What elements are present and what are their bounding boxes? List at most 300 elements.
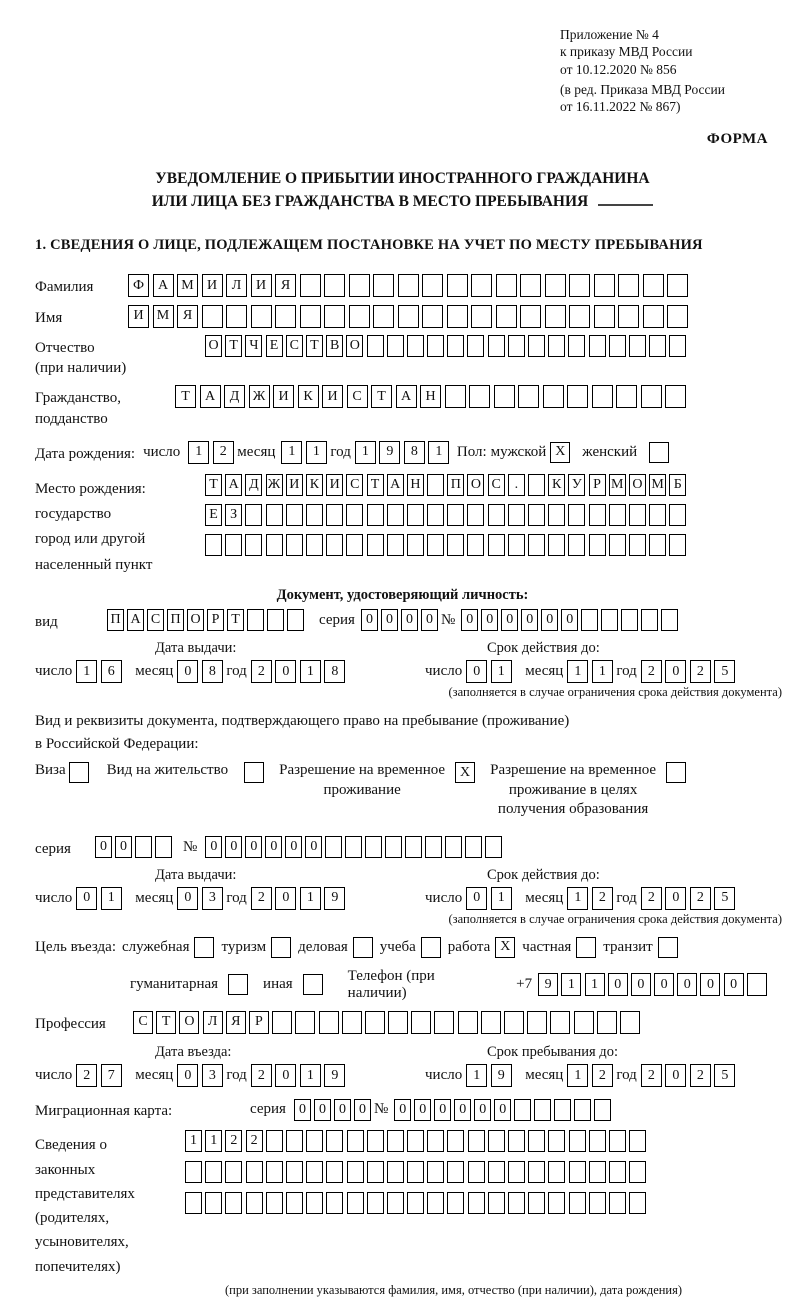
temp-residence-checkbox[interactable]: X [455, 762, 475, 783]
char-cell[interactable]: И [326, 474, 343, 496]
char-cell[interactable] [528, 335, 545, 357]
char-cell[interactable]: У [568, 474, 585, 496]
char-cell[interactable] [266, 1130, 283, 1152]
char-cell[interactable] [373, 274, 394, 297]
char-cell[interactable] [548, 504, 565, 526]
char-cell[interactable]: 0 [700, 973, 720, 996]
char-cell[interactable]: Н [407, 474, 424, 496]
char-cell[interactable]: Б [669, 474, 686, 496]
char-cell[interactable]: М [609, 474, 626, 496]
char-cell[interactable] [326, 504, 343, 526]
char-cell[interactable]: П [107, 609, 124, 631]
char-cell[interactable] [618, 274, 639, 297]
char-cell[interactable] [387, 1192, 404, 1214]
char-cell[interactable] [520, 274, 541, 297]
char-cell[interactable]: 8 [404, 441, 425, 464]
char-cell[interactable]: 9 [324, 887, 345, 910]
char-cell[interactable] [514, 1099, 531, 1121]
char-cell[interactable] [447, 504, 464, 526]
char-cell[interactable]: 1 [355, 441, 376, 464]
purpose-transit-checkbox[interactable] [658, 937, 678, 958]
temp-residence-edu-checkbox[interactable] [666, 762, 686, 783]
char-cell[interactable] [398, 305, 419, 328]
char-cell[interactable]: 2 [225, 1130, 242, 1152]
char-cell[interactable]: 0 [177, 887, 198, 910]
char-cell[interactable]: С [488, 474, 505, 496]
char-cell[interactable]: 1 [567, 1064, 588, 1087]
char-cell[interactable] [609, 1161, 626, 1183]
char-cell[interactable] [609, 534, 626, 556]
char-cell[interactable]: К [548, 474, 565, 496]
char-cell[interactable] [246, 1192, 263, 1214]
char-cell[interactable]: И [322, 385, 343, 408]
char-cell[interactable]: Ж [266, 474, 283, 496]
char-cell[interactable] [468, 1161, 485, 1183]
char-cell[interactable]: О [629, 474, 646, 496]
char-cell[interactable] [589, 1130, 606, 1152]
char-cell[interactable]: Д [224, 385, 245, 408]
char-cell[interactable] [488, 1192, 505, 1214]
char-cell[interactable] [427, 504, 444, 526]
char-cell[interactable] [508, 335, 525, 357]
char-cell[interactable] [629, 1130, 646, 1152]
char-cell[interactable]: К [306, 474, 323, 496]
char-cell[interactable]: 0 [177, 660, 198, 683]
char-cell[interactable]: 2 [690, 660, 711, 683]
char-cell[interactable] [306, 1192, 323, 1214]
char-cell[interactable]: 0 [481, 609, 498, 631]
char-cell[interactable] [398, 274, 419, 297]
char-cell[interactable] [488, 1130, 505, 1152]
char-cell[interactable]: Т [225, 335, 242, 357]
char-cell[interactable] [592, 385, 613, 408]
char-cell[interactable] [367, 335, 384, 357]
char-cell[interactable]: Ж [249, 385, 270, 408]
char-cell[interactable] [669, 504, 686, 526]
char-cell[interactable] [528, 1130, 545, 1152]
char-cell[interactable]: 0 [205, 836, 222, 858]
char-cell[interactable]: И [286, 474, 303, 496]
char-cell[interactable] [326, 534, 343, 556]
char-cell[interactable] [548, 1161, 565, 1183]
char-cell[interactable] [185, 1161, 202, 1183]
char-cell[interactable] [425, 836, 442, 858]
char-cell[interactable] [667, 305, 688, 328]
char-cell[interactable]: 2 [246, 1130, 263, 1152]
char-cell[interactable]: 2 [641, 1064, 662, 1087]
char-cell[interactable]: Т [175, 385, 196, 408]
char-cell[interactable] [481, 1011, 501, 1034]
char-cell[interactable] [225, 534, 242, 556]
char-cell[interactable] [747, 973, 767, 996]
char-cell[interactable] [543, 385, 564, 408]
char-cell[interactable] [275, 305, 296, 328]
char-cell[interactable]: 1 [567, 887, 588, 910]
char-cell[interactable]: 1 [592, 660, 613, 683]
char-cell[interactable]: 9 [324, 1064, 345, 1087]
char-cell[interactable]: И [128, 305, 149, 328]
char-cell[interactable] [266, 1192, 283, 1214]
char-cell[interactable] [447, 1130, 464, 1152]
char-cell[interactable] [567, 385, 588, 408]
char-cell[interactable] [488, 504, 505, 526]
char-cell[interactable]: Д [245, 474, 262, 496]
char-cell[interactable]: С [286, 335, 303, 357]
char-cell[interactable] [266, 534, 283, 556]
char-cell[interactable] [574, 1011, 594, 1034]
char-cell[interactable]: П [447, 474, 464, 496]
char-cell[interactable]: 0 [665, 1064, 686, 1087]
char-cell[interactable] [467, 534, 484, 556]
char-cell[interactable]: 3 [202, 1064, 223, 1087]
char-cell[interactable] [534, 1099, 551, 1121]
char-cell[interactable]: 2 [76, 1064, 97, 1087]
char-cell[interactable] [272, 1011, 292, 1034]
char-cell[interactable] [266, 504, 283, 526]
char-cell[interactable] [569, 1161, 586, 1183]
char-cell[interactable] [569, 274, 590, 297]
char-cell[interactable] [554, 1099, 571, 1121]
char-cell[interactable] [504, 1011, 524, 1034]
char-cell[interactable]: 6 [101, 660, 122, 683]
char-cell[interactable]: 0 [654, 973, 674, 996]
char-cell[interactable]: 1 [585, 973, 605, 996]
char-cell[interactable]: 0 [414, 1099, 431, 1121]
char-cell[interactable] [468, 1192, 485, 1214]
char-cell[interactable]: 0 [361, 609, 378, 631]
char-cell[interactable] [589, 1161, 606, 1183]
char-cell[interactable] [427, 534, 444, 556]
char-cell[interactable] [574, 1099, 591, 1121]
char-cell[interactable] [527, 1011, 547, 1034]
char-cell[interactable] [135, 836, 152, 858]
char-cell[interactable] [286, 504, 303, 526]
char-cell[interactable]: 0 [631, 973, 651, 996]
char-cell[interactable] [267, 609, 284, 631]
char-cell[interactable] [286, 1161, 303, 1183]
char-cell[interactable] [251, 305, 272, 328]
char-cell[interactable]: 1 [491, 887, 512, 910]
char-cell[interactable] [618, 305, 639, 328]
char-cell[interactable]: И [251, 274, 272, 297]
char-cell[interactable]: 2 [251, 887, 272, 910]
char-cell[interactable] [589, 335, 606, 357]
char-cell[interactable]: Я [275, 274, 296, 297]
char-cell[interactable] [465, 836, 482, 858]
char-cell[interactable]: 1 [76, 660, 97, 683]
char-cell[interactable]: 0 [665, 887, 686, 910]
char-cell[interactable]: 7 [101, 1064, 122, 1087]
char-cell[interactable]: 0 [665, 660, 686, 683]
char-cell[interactable]: Т [367, 474, 384, 496]
char-cell[interactable] [367, 1161, 384, 1183]
char-cell[interactable] [471, 305, 492, 328]
char-cell[interactable]: 0 [275, 1064, 296, 1087]
char-cell[interactable] [621, 609, 638, 631]
char-cell[interactable]: Р [249, 1011, 269, 1034]
char-cell[interactable] [387, 1130, 404, 1152]
char-cell[interactable] [306, 534, 323, 556]
char-cell[interactable] [467, 335, 484, 357]
char-cell[interactable] [407, 1130, 424, 1152]
purpose-study-checkbox[interactable] [421, 937, 441, 958]
char-cell[interactable] [385, 836, 402, 858]
char-cell[interactable]: А [200, 385, 221, 408]
char-cell[interactable]: Т [205, 474, 222, 496]
char-cell[interactable]: 0 [494, 1099, 511, 1121]
char-cell[interactable] [427, 1192, 444, 1214]
char-cell[interactable] [528, 474, 545, 496]
char-cell[interactable] [407, 335, 424, 357]
char-cell[interactable] [367, 1130, 384, 1152]
char-cell[interactable]: И [202, 274, 223, 297]
char-cell[interactable] [326, 1192, 343, 1214]
char-cell[interactable] [225, 1192, 242, 1214]
char-cell[interactable] [467, 504, 484, 526]
char-cell[interactable]: 0 [541, 609, 558, 631]
char-cell[interactable]: 0 [466, 887, 487, 910]
char-cell[interactable]: 0 [466, 660, 487, 683]
char-cell[interactable] [508, 504, 525, 526]
char-cell[interactable]: Я [226, 1011, 246, 1034]
char-cell[interactable] [649, 504, 666, 526]
char-cell[interactable] [155, 836, 172, 858]
char-cell[interactable] [669, 534, 686, 556]
char-cell[interactable]: Е [266, 335, 283, 357]
char-cell[interactable] [568, 504, 585, 526]
char-cell[interactable]: 1 [567, 660, 588, 683]
char-cell[interactable] [528, 1192, 545, 1214]
char-cell[interactable] [387, 1161, 404, 1183]
char-cell[interactable]: 2 [592, 1064, 613, 1087]
char-cell[interactable] [458, 1011, 478, 1034]
char-cell[interactable] [609, 1192, 626, 1214]
char-cell[interactable]: 0 [275, 660, 296, 683]
char-cell[interactable]: 0 [394, 1099, 411, 1121]
char-cell[interactable] [629, 1192, 646, 1214]
char-cell[interactable] [597, 1011, 617, 1034]
char-cell[interactable]: 2 [641, 887, 662, 910]
char-cell[interactable]: 1 [101, 887, 122, 910]
char-cell[interactable]: 1 [300, 660, 321, 683]
char-cell[interactable] [367, 1192, 384, 1214]
char-cell[interactable] [528, 534, 545, 556]
char-cell[interactable] [367, 504, 384, 526]
char-cell[interactable]: 2 [690, 1064, 711, 1087]
char-cell[interactable]: 1 [428, 441, 449, 464]
char-cell[interactable] [609, 335, 626, 357]
char-cell[interactable] [345, 836, 362, 858]
char-cell[interactable]: 2 [641, 660, 662, 683]
char-cell[interactable]: 5 [714, 887, 735, 910]
char-cell[interactable]: Р [207, 609, 224, 631]
char-cell[interactable] [601, 609, 618, 631]
char-cell[interactable] [324, 274, 345, 297]
char-cell[interactable] [609, 504, 626, 526]
char-cell[interactable]: 1 [188, 441, 209, 464]
purpose-tourism-checkbox[interactable] [271, 937, 291, 958]
char-cell[interactable]: Е [205, 504, 222, 526]
char-cell[interactable]: Л [226, 274, 247, 297]
char-cell[interactable] [286, 1130, 303, 1152]
char-cell[interactable] [326, 1161, 343, 1183]
char-cell[interactable] [548, 335, 565, 357]
char-cell[interactable]: 0 [354, 1099, 371, 1121]
char-cell[interactable]: 0 [245, 836, 262, 858]
char-cell[interactable] [665, 385, 686, 408]
char-cell[interactable] [496, 274, 517, 297]
char-cell[interactable]: И [273, 385, 294, 408]
char-cell[interactable] [528, 1161, 545, 1183]
char-cell[interactable] [202, 305, 223, 328]
char-cell[interactable]: 8 [202, 660, 223, 683]
char-cell[interactable]: 1 [300, 887, 321, 910]
char-cell[interactable]: С [147, 609, 164, 631]
char-cell[interactable]: 2 [592, 887, 613, 910]
char-cell[interactable] [411, 1011, 431, 1034]
char-cell[interactable]: 0 [115, 836, 132, 858]
char-cell[interactable]: 0 [521, 609, 538, 631]
char-cell[interactable]: 0 [608, 973, 628, 996]
char-cell[interactable]: 0 [95, 836, 112, 858]
char-cell[interactable] [447, 534, 464, 556]
char-cell[interactable]: 0 [474, 1099, 491, 1121]
residence-permit-checkbox[interactable] [244, 762, 264, 783]
char-cell[interactable]: 0 [381, 609, 398, 631]
char-cell[interactable] [520, 305, 541, 328]
char-cell[interactable] [594, 274, 615, 297]
char-cell[interactable]: А [127, 609, 144, 631]
char-cell[interactable] [488, 534, 505, 556]
char-cell[interactable] [468, 1130, 485, 1152]
char-cell[interactable]: С [133, 1011, 153, 1034]
char-cell[interactable]: М [153, 305, 174, 328]
char-cell[interactable] [488, 335, 505, 357]
char-cell[interactable] [295, 1011, 315, 1034]
char-cell[interactable] [205, 1161, 222, 1183]
char-cell[interactable] [629, 335, 646, 357]
char-cell[interactable] [661, 609, 678, 631]
char-cell[interactable] [589, 1192, 606, 1214]
char-cell[interactable] [445, 836, 462, 858]
char-cell[interactable]: Ф [128, 274, 149, 297]
char-cell[interactable]: 8 [324, 660, 345, 683]
char-cell[interactable] [568, 335, 585, 357]
char-cell[interactable] [427, 335, 444, 357]
char-cell[interactable] [205, 534, 222, 556]
char-cell[interactable]: Т [371, 385, 392, 408]
char-cell[interactable]: 2 [690, 887, 711, 910]
char-cell[interactable] [667, 274, 688, 297]
char-cell[interactable]: 2 [251, 660, 272, 683]
char-cell[interactable]: 0 [334, 1099, 351, 1121]
char-cell[interactable] [508, 1161, 525, 1183]
char-cell[interactable]: С [347, 385, 368, 408]
char-cell[interactable]: 1 [281, 441, 302, 464]
char-cell[interactable] [629, 504, 646, 526]
char-cell[interactable] [324, 305, 345, 328]
char-cell[interactable] [447, 335, 464, 357]
char-cell[interactable]: Т [306, 335, 323, 357]
char-cell[interactable] [422, 274, 443, 297]
char-cell[interactable] [589, 504, 606, 526]
char-cell[interactable] [568, 534, 585, 556]
char-cell[interactable]: О [467, 474, 484, 496]
char-cell[interactable]: 5 [714, 1064, 735, 1087]
char-cell[interactable] [445, 385, 466, 408]
purpose-business-checkbox[interactable] [194, 937, 214, 958]
char-cell[interactable] [581, 609, 598, 631]
char-cell[interactable] [508, 1130, 525, 1152]
char-cell[interactable]: 9 [379, 441, 400, 464]
char-cell[interactable]: 5 [714, 660, 735, 683]
char-cell[interactable] [346, 534, 363, 556]
char-cell[interactable] [447, 274, 468, 297]
char-cell[interactable] [407, 1161, 424, 1183]
char-cell[interactable] [447, 305, 468, 328]
purpose-other-checkbox[interactable] [303, 974, 323, 995]
char-cell[interactable] [550, 1011, 570, 1034]
char-cell[interactable]: 0 [314, 1099, 331, 1121]
char-cell[interactable] [246, 1161, 263, 1183]
purpose-private-checkbox[interactable] [576, 937, 596, 958]
char-cell[interactable]: . [508, 474, 525, 496]
char-cell[interactable]: 0 [677, 973, 697, 996]
char-cell[interactable]: 2 [213, 441, 234, 464]
char-cell[interactable] [387, 335, 404, 357]
char-cell[interactable] [569, 305, 590, 328]
char-cell[interactable]: 2 [251, 1064, 272, 1087]
char-cell[interactable] [589, 534, 606, 556]
char-cell[interactable] [518, 385, 539, 408]
char-cell[interactable] [347, 1161, 364, 1183]
char-cell[interactable] [367, 534, 384, 556]
char-cell[interactable]: Я [177, 305, 198, 328]
char-cell[interactable] [641, 385, 662, 408]
char-cell[interactable] [325, 836, 342, 858]
char-cell[interactable] [347, 1192, 364, 1214]
char-cell[interactable] [245, 504, 262, 526]
char-cell[interactable]: 1 [466, 1064, 487, 1087]
char-cell[interactable] [287, 609, 304, 631]
char-cell[interactable]: 3 [202, 887, 223, 910]
char-cell[interactable]: 0 [275, 887, 296, 910]
char-cell[interactable] [609, 1130, 626, 1152]
char-cell[interactable] [373, 305, 394, 328]
char-cell[interactable] [205, 1192, 222, 1214]
char-cell[interactable] [548, 534, 565, 556]
char-cell[interactable]: 0 [454, 1099, 471, 1121]
char-cell[interactable]: 0 [177, 1064, 198, 1087]
char-cell[interactable] [447, 1192, 464, 1214]
char-cell[interactable] [643, 305, 664, 328]
char-cell[interactable]: А [153, 274, 174, 297]
char-cell[interactable] [405, 836, 422, 858]
char-cell[interactable]: 1 [306, 441, 327, 464]
char-cell[interactable] [508, 1192, 525, 1214]
char-cell[interactable]: М [649, 474, 666, 496]
char-cell[interactable] [365, 836, 382, 858]
char-cell[interactable] [365, 1011, 385, 1034]
char-cell[interactable] [528, 504, 545, 526]
char-cell[interactable] [245, 534, 262, 556]
visa-checkbox[interactable] [69, 762, 89, 783]
char-cell[interactable]: О [346, 335, 363, 357]
char-cell[interactable] [247, 609, 264, 631]
char-cell[interactable] [594, 305, 615, 328]
char-cell[interactable]: А [396, 385, 417, 408]
char-cell[interactable]: 1 [491, 660, 512, 683]
